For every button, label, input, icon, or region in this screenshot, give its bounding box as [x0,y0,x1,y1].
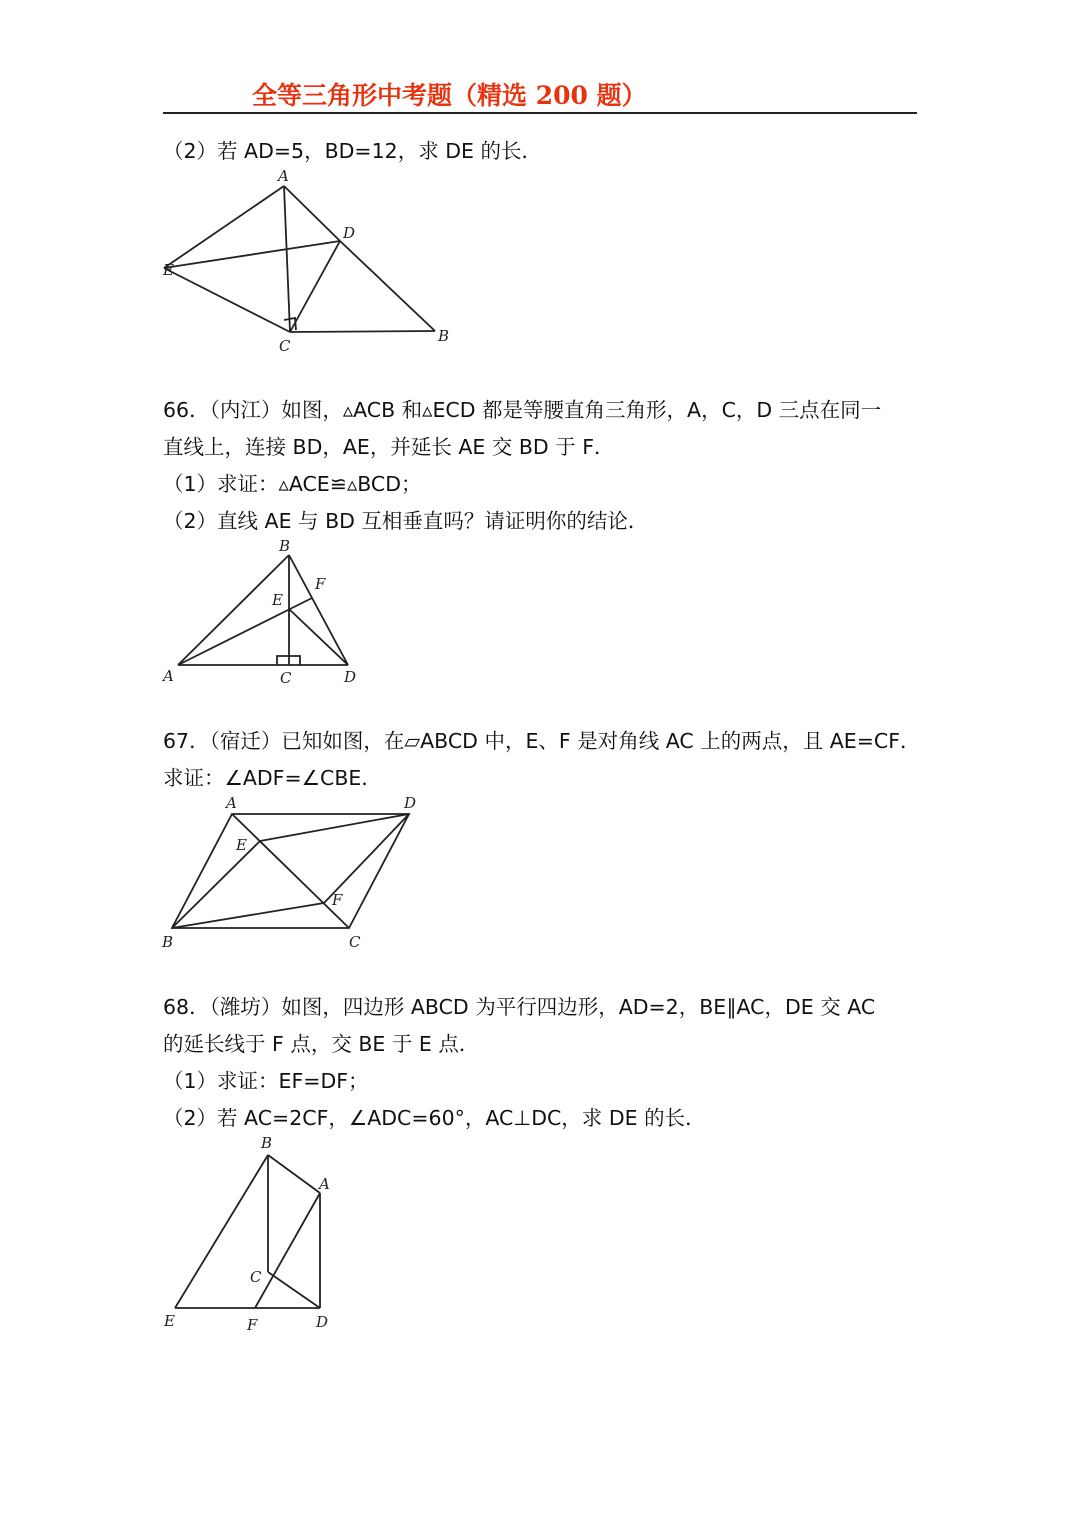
q68-stem-line2: 的延长线于 F 点，交 BE 于 E 点． [163,1032,480,1056]
q66-stem-line2: 直线上，连接 BD，AE，并延长 AE 交 BD 于 F． [163,435,615,459]
q68-label-B: B [261,1134,273,1152]
q67-stem-line1: 67．（宿迁）已知如图，在▱ABCD 中，E、F 是对角线 AC 上的两点，且 AE=CF． [163,729,921,753]
q66-label-C: C [280,669,292,687]
q66-label-B: B [279,537,291,555]
page-header-title: 全等三角形中考题（精选 200 题） [252,81,647,110]
q66-label-E: E [272,591,283,609]
q68-label-D: D [316,1313,329,1331]
q68-segment-CD [268,1272,320,1308]
q65-label-E: E [163,261,174,279]
q66-part2: （2）直线 AE 与 BD 互相垂直吗？请证明你的结论． [163,509,649,533]
q67-stem-line2: 求证：∠ADF=∠CBE． [163,766,382,790]
q68-segment-AF [255,1193,320,1308]
q65-label-A: A [278,167,289,185]
q68-label-E: E [164,1312,175,1330]
q66-label-F: F [315,575,326,593]
q65-label-D: D [343,224,356,242]
q67-label-E: E [236,836,247,854]
q66-label-A: A [163,667,174,685]
q67-label-F: F [332,891,343,909]
q65-part2: （2）若 AD=5，BD=12，求 DE 的长． [163,139,542,163]
q67-label-A: A [226,794,237,812]
q68-label-C: C [250,1268,262,1286]
q68-stem-line1: 68．（潍坊）如图，四边形 ABCD 为平行四边形，AD=2，BE∥AC，DE 交 AC [163,995,876,1019]
q68-part2: （2）若 AC=2CF，∠ADC=60°，AC⊥DC，求 DE 的长． [163,1106,706,1130]
q66-label-D: D [344,668,357,686]
q67-label-C: C [349,933,361,951]
q66-part1: （1）求证：▵ACE≌▵BCD； [163,472,422,496]
q68-segment-BA [268,1155,320,1193]
q65-label-B: B [438,327,450,345]
q66-stem-line1: 66．（内江）如图，▵ACB 和▵ECD 都是等腰直角三角形，A，C，D 三点在同一 [163,398,882,422]
q65-label-C: C [279,337,291,355]
q67-label-B: B [162,933,174,951]
q67-label-D: D [404,794,417,812]
q68-label-F: F [247,1316,258,1334]
q68-part1: （1）求证：EF=DF； [163,1069,369,1093]
q68-label-A: A [319,1175,330,1193]
